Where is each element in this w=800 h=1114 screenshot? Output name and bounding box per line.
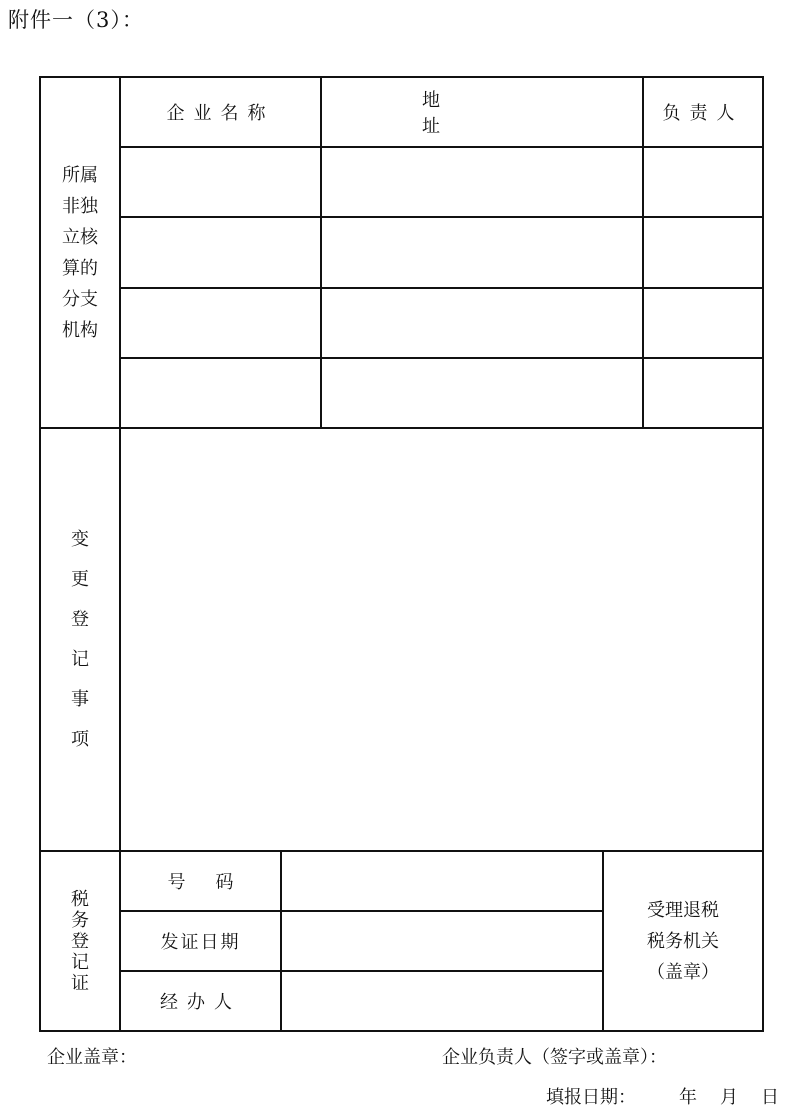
attachment-heading: 附件一（3）：	[8, 8, 144, 32]
branch-address-input[interactable]	[322, 359, 642, 427]
branch-section-label	[41, 78, 119, 427]
branch-label-line: 所属	[62, 164, 98, 186]
branch-address-input[interactable]	[322, 289, 642, 357]
column-header-company-name: 企业名称	[166, 103, 275, 124]
change-label-char: 记	[71, 648, 89, 670]
change-label-char: 变	[71, 528, 89, 550]
fill-date-label: 填报日期：	[546, 1087, 636, 1108]
tax-authority-stamp-area	[604, 852, 762, 1030]
branch-name-input[interactable]	[121, 289, 320, 357]
change-section-label	[41, 429, 119, 850]
tax-label-char: 证	[71, 972, 89, 994]
tax-handler-input[interactable]	[282, 972, 602, 1030]
tax-label-char: 税	[71, 888, 89, 910]
date-year-label: 年	[679, 1087, 697, 1108]
branch-address-input[interactable]	[322, 148, 642, 216]
branch-person-input[interactable]	[644, 289, 762, 357]
change-label-char: 事	[71, 688, 89, 710]
date-day-label: 日	[761, 1087, 779, 1108]
branch-address-input[interactable]	[322, 218, 642, 287]
tax-issue-date-input[interactable]	[282, 912, 602, 970]
column-header-address: 地址	[422, 90, 540, 137]
branch-name-input[interactable]	[121, 148, 320, 216]
branch-name-input[interactable]	[121, 359, 320, 427]
tax-number-input[interactable]	[282, 852, 602, 910]
branch-person-input[interactable]	[644, 359, 762, 427]
branch-name-input[interactable]	[121, 218, 320, 287]
tax-label-char: 登	[71, 930, 89, 952]
company-seal-label: 企业盖章：	[47, 1047, 137, 1068]
branch-person-input[interactable]	[644, 148, 762, 216]
tax-row-label-number: 号码	[167, 872, 264, 893]
frame-bottom	[39, 1030, 764, 1032]
branch-label-line: 机构	[62, 319, 98, 341]
tax-certificate-label	[41, 852, 119, 1030]
branch-label-line: 非独	[62, 195, 98, 217]
responsible-signature-label: 企业负责人（签字或盖章）：	[442, 1047, 667, 1068]
column-header-responsible-person: 负责人	[662, 103, 744, 124]
frame-right	[762, 76, 764, 1032]
date-month-label: 月	[720, 1087, 738, 1108]
branch-label-line: 算的	[62, 257, 98, 279]
change-items-input[interactable]	[121, 429, 762, 850]
authority-line: 税务机关	[647, 930, 719, 952]
tax-label-char: 务	[71, 909, 89, 931]
branch-person-input[interactable]	[644, 218, 762, 287]
authority-line: 受理退税	[647, 899, 719, 921]
branch-label-line: 立核	[62, 226, 98, 248]
tax-row-label-handler: 经办人	[160, 992, 241, 1013]
change-label-char: 更	[71, 568, 89, 590]
registration-form	[39, 76, 764, 1032]
branch-label-line: 分支	[62, 288, 98, 310]
tax-label-char: 记	[71, 951, 89, 973]
change-label-char: 项	[71, 728, 89, 750]
authority-line: （盖章）	[647, 961, 719, 983]
change-label-char: 登	[71, 608, 89, 630]
tax-row-label-issue-date: 发证日期	[160, 932, 241, 953]
